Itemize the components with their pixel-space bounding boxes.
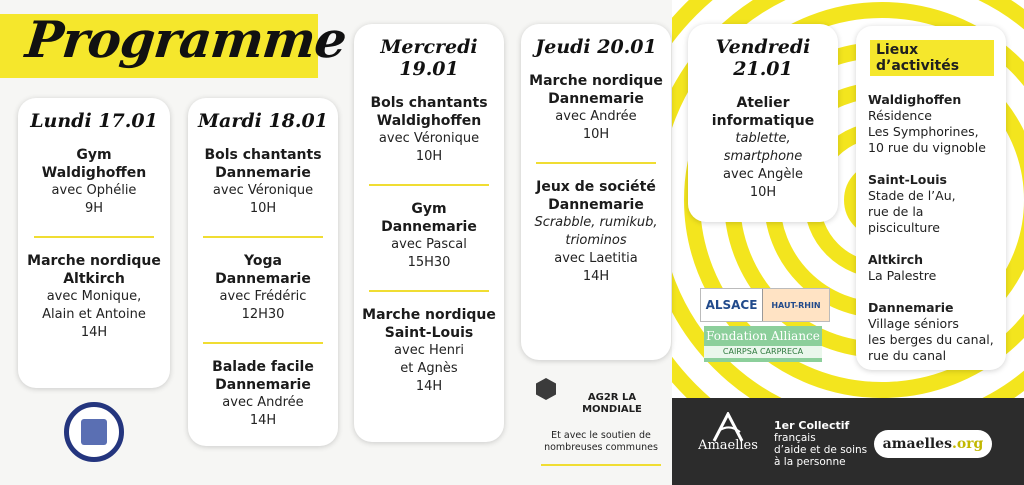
activity-time: 14H <box>249 413 277 428</box>
activity-time: 10H <box>249 201 277 216</box>
lieux-panel <box>856 26 1006 370</box>
day-label: Mardi 18.01 <box>194 110 332 132</box>
ag2r-block <box>536 378 666 466</box>
activity-separator <box>369 290 489 292</box>
activity-instructor: avec Véronique <box>378 131 480 146</box>
day-card-lundi <box>18 98 170 388</box>
site-tld: .org <box>951 436 984 452</box>
activity-instructor: avec Andrée <box>222 395 304 410</box>
activity-separator <box>536 162 656 164</box>
activity-time: 15H30 <box>407 255 451 270</box>
activity-instructor: avec Laetitia <box>554 251 638 266</box>
lieux-title: Lieux d’activités <box>870 40 994 76</box>
place-item <box>868 172 994 236</box>
activity-time: 10H <box>749 185 777 200</box>
day-label: Lundi 17.01 <box>26 110 162 132</box>
activity-name: Marche nordique Altkirch <box>27 253 161 287</box>
activity-item <box>354 306 504 396</box>
amaelles-logo <box>688 412 768 453</box>
activity-time: 10H <box>582 127 610 142</box>
amaelles-brand: Amaelles <box>698 438 758 453</box>
day-label: Vendredi 21.01 <box>688 36 838 80</box>
yellow-divider <box>541 464 661 466</box>
day-label: Jeudi 20.01 <box>531 36 661 58</box>
activity-instructor: avec Ophélie <box>51 183 137 198</box>
activity-name: Bols chantants Waldighoffen <box>370 95 488 129</box>
activity-name: Bols chantants Dannemarie <box>204 147 322 181</box>
activity-item <box>354 94 504 166</box>
day-card-mardi <box>188 98 338 446</box>
day-card-mercredi <box>354 24 504 442</box>
activity-separator <box>369 184 489 186</box>
place-item <box>868 92 994 156</box>
fondation-logo <box>704 326 822 362</box>
collectif-title: 1er Collectif <box>774 419 850 432</box>
day-label: Mercredi 19.01 <box>354 36 504 80</box>
place-name: Waldighoffen <box>868 92 962 107</box>
activity-detail: Scrabble, rumikub, triominos <box>534 215 658 248</box>
ag2r-label: AG2R LA MONDIALE <box>582 392 642 415</box>
activity-instructor: avec Henri et Agnès <box>394 343 464 376</box>
place-name: Saint-Louis <box>868 172 947 187</box>
collectif-text <box>774 420 867 468</box>
activity-instructor: avec Véronique <box>212 183 314 198</box>
activity-name: Yoga Dannemarie <box>215 253 311 287</box>
alsace-label: ALSACE <box>701 289 763 321</box>
ag2r-cube-icon <box>536 378 556 400</box>
activity-time: 14H <box>582 269 610 284</box>
activity-name: Balade facile Dannemarie <box>212 359 314 393</box>
activity-instructor: avec Monique, Alain et Antoine <box>42 289 146 322</box>
activity-separator <box>203 236 323 238</box>
activity-separator <box>203 342 323 344</box>
activity-name: Jeux de société Dannemarie <box>536 179 656 213</box>
activity-item <box>188 252 338 324</box>
activity-item <box>188 146 338 218</box>
activity-name: Atelier informatique <box>711 95 815 129</box>
haut-rhin-label: HAUT-RHIN <box>763 289 829 321</box>
activity-detail: tablette, smartphone <box>723 131 803 164</box>
activity-name: Gym Waldighoffen <box>41 147 147 181</box>
place-name: Altkirch <box>868 252 924 267</box>
collectif-lines: français d’aide et de soins à la personne <box>774 432 868 468</box>
activity-instructor: avec Andrée <box>555 109 637 124</box>
place-name: Dannemarie <box>868 300 954 315</box>
activity-item <box>521 178 671 286</box>
amaelles-a-icon <box>710 412 746 442</box>
day-card-vendredi <box>688 24 838 222</box>
activity-time: 12H30 <box>241 307 285 322</box>
alsace-logo <box>700 288 830 322</box>
activity-instructor: avec Pascal <box>391 237 467 252</box>
day-card-jeudi <box>521 24 671 360</box>
activity-name: Marche nordique Saint-Louis <box>362 307 496 341</box>
place-item <box>868 300 994 364</box>
activity-instructor: avec Frédéric <box>219 289 307 304</box>
activity-item <box>354 200 504 272</box>
activity-time: 14H <box>415 379 443 394</box>
activity-item <box>188 358 338 430</box>
place-item <box>868 252 994 284</box>
fondation-sub: CAIRPSA CARPRECA <box>704 346 822 358</box>
activity-time: 9H <box>84 201 104 216</box>
pass-sanitaire-badge-icon <box>64 402 124 462</box>
activity-time: 10H <box>415 149 443 164</box>
site-name: amaelles <box>882 436 952 452</box>
activity-item <box>521 72 671 144</box>
page-title: Programme <box>22 10 349 69</box>
place-address: Village séniors les berges du canal, rue du canal <box>868 316 994 363</box>
activity-time: 14H <box>80 325 108 340</box>
place-address: La Palestre <box>868 268 937 283</box>
activity-item <box>18 252 170 342</box>
activity-separator <box>34 236 154 238</box>
activity-name: Marche nordique Dannemarie <box>529 73 663 107</box>
place-address: Stade de l’Au, rue de la pisciculture <box>868 188 956 235</box>
site-link[interactable] <box>874 430 992 458</box>
activity-item <box>18 146 170 218</box>
activity-instructor: avec Angèle <box>723 167 803 182</box>
place-address: Résidence Les Symphorines, 10 rue du vignoble <box>868 108 986 155</box>
fondation-label: Fondation Alliance <box>706 329 820 343</box>
activity-name: Gym Dannemarie <box>381 201 477 235</box>
activity-item <box>688 94 838 202</box>
soutien-text: Et avec le soutien de nombreuses communes <box>544 430 658 453</box>
